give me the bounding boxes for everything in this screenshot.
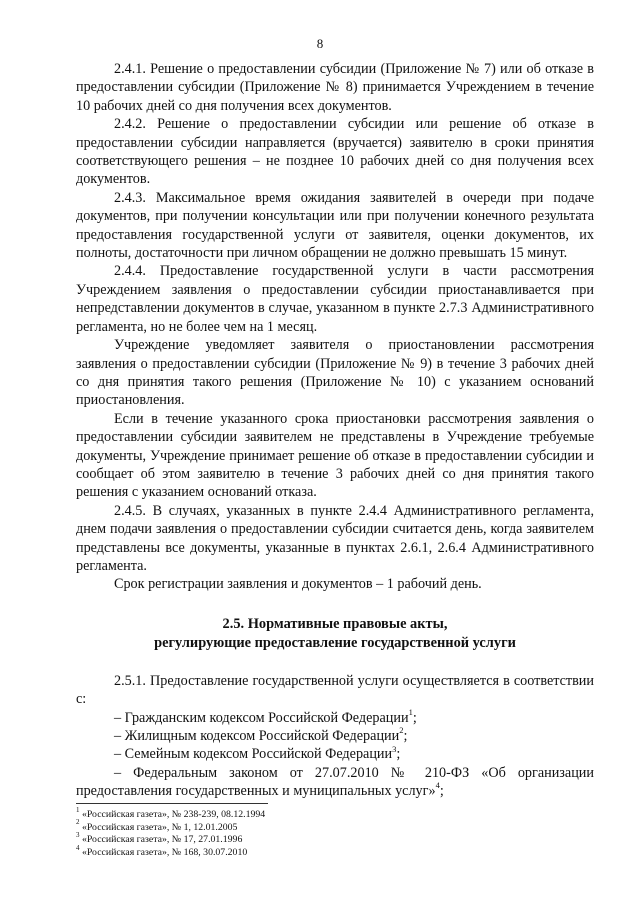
list-item-text: – Гражданским кодексом Российской Федерации bbox=[114, 709, 409, 726]
footnote-text: «Российская газета», № 168, 30.07.2010 bbox=[81, 846, 248, 858]
footnote-mark: 4 bbox=[76, 843, 80, 852]
footnote-item bbox=[76, 805, 594, 822]
footnote-text: «Российская газета», № 17, 27.01.1996 bbox=[81, 834, 243, 846]
section-title-line-2: регулирующие предоставление государственной услуги bbox=[154, 634, 516, 651]
paragraph-registration-term: Срок регистрации заявления и документов – 1 рабочий день. bbox=[114, 576, 482, 593]
paragraph-2-4-2: 2.4.2. Решение о предоставлении субсидии или решение об отказе в предоставлении субсидии направляется (вручается) заявителю в сроки принятия соответствующего решения – не позднее 10 рабочих дней со дня получения всех документов. bbox=[76, 116, 594, 188]
footnote-ref: 1 bbox=[408, 706, 413, 717]
list-item-family-code bbox=[76, 745, 594, 763]
footnote-item bbox=[76, 830, 594, 847]
paragraph-2-4-4: 2.4.4. Предоставление государственной услуги в части рассмотрения Учреждением заявления о предоставлении субсидии приостанавливается при непредставлении документов в случае, указанном в пункте 2.7.3 Административного регламента, но не более чем на 1 месяц. bbox=[76, 263, 594, 335]
list-item-end: ; bbox=[439, 783, 444, 800]
footnote-mark: 2 bbox=[76, 818, 80, 827]
paragraph-2-5-1: 2.5.1. Предоставление государственной услуги осуществляется в соответствии с: bbox=[76, 672, 594, 708]
footnote-mark: 3 bbox=[76, 830, 80, 839]
list-item-federal-law bbox=[76, 764, 594, 801]
paragraph-refusal: Если в течение указанного срока приостановки рассмотрения заявления о предоставлении субсидии заявителем не представлены в Учреждение требуемые документы, Учреждение принимает решение об отказе в предоставлении субсидии и сообщает об этом заявителю в течение 3 рабочих дней со дня принятия такого решения с указанием оснований отказа. bbox=[76, 410, 594, 501]
list-item-end: ; bbox=[403, 728, 408, 744]
paragraph-notification: Учреждение уведомляет заявителя о приостановлении рассмотрения заявления о предоставлении субсидии (Приложение № 9) в течение 3 рабочих дней со дня принятия такого решения (Приложение № 10) с указанием оснований приостановления. bbox=[76, 337, 594, 409]
footnote-ref: 4 bbox=[435, 780, 440, 791]
footnotes bbox=[76, 805, 594, 859]
paragraph-2-4-5: 2.4.5. В случаях, указанных в пункте 2.4.4 Административного регламента, днем подачи заявления о предоставлении субсидии считается день, когда заявителем представлены все документы, указанные в пунктах 2.6.1, 2.6.4 Административного регламента. bbox=[76, 502, 594, 574]
list-item-civil-code bbox=[76, 706, 594, 727]
page-content bbox=[76, 60, 594, 801]
footnote-ref: 3 bbox=[392, 743, 397, 754]
page-number: 8 bbox=[316, 36, 324, 51]
list-item-housing-code bbox=[76, 727, 594, 745]
list-item-text: – Жилищным кодексом Российской Федерации bbox=[114, 728, 400, 744]
paragraph-2-4-3: 2.4.3. Максимальное время ожидания заявителей в очереди при подаче документов, при получении консультации или при получении конечного результата предоставления государственной услуги от заявителя, оценки документов, их полноты, достаточности при личном обращении не должно превышать 15 минут. bbox=[76, 189, 594, 262]
list-item-text: – Федеральным законом от 27.07.2010 № 210-ФЗ «Об организации предоставления государственных и муниципальных услуг» bbox=[76, 764, 594, 800]
footnote-mark: 1 bbox=[76, 805, 80, 814]
footnote-text: «Российская газета», № 238-239, 08.12.1994 bbox=[81, 809, 266, 820]
footnote-text: «Российская газета», № 1, 12.01.2005 bbox=[81, 821, 238, 833]
section-title-line-1: 2.5. Нормативные правовые акты, bbox=[222, 615, 448, 632]
footnote-item bbox=[76, 843, 594, 860]
list-item-end: ; bbox=[412, 709, 417, 726]
list-item-text: – Семейным кодексом Российской Федерации bbox=[114, 746, 393, 763]
footnote-item bbox=[76, 818, 594, 835]
footnote-ref: 2 bbox=[399, 725, 404, 736]
list-item-end: ; bbox=[396, 746, 401, 763]
footnote-divider bbox=[76, 803, 268, 804]
section-title bbox=[76, 615, 594, 653]
paragraph-2-4-1: 2.4.1. Решение о предоставлении субсидии (Приложение № 7) или об отказе в предоставлении субсидии (Приложение № 8) принимается Учреждением в течение 10 рабочих дней со дня получения всех документов. bbox=[76, 61, 594, 114]
